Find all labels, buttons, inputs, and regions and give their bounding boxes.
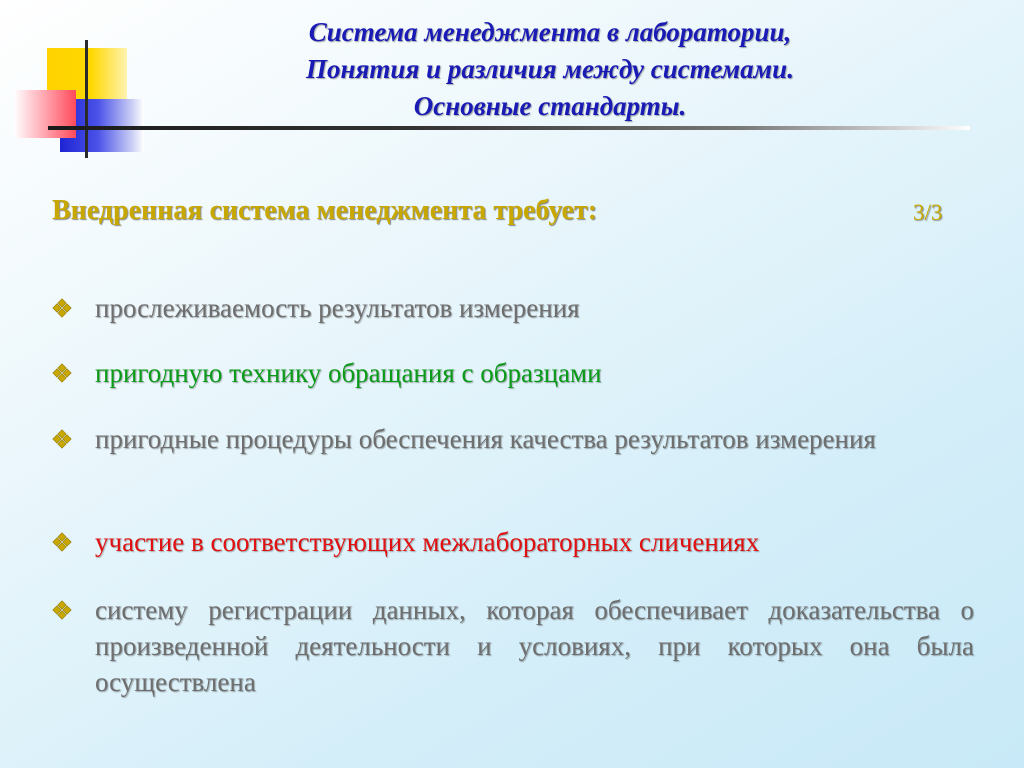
bullet-text: участие в соответствующих межлабораторных сличениях [95, 527, 760, 557]
slide-title [230, 14, 870, 125]
bullet-text: пригодную технику обращания с образцами [95, 358, 602, 388]
decor-vertical-line [85, 40, 88, 158]
section-heading: Внедренная система менеджмента требует: [52, 195, 598, 226]
diamond-bullet-icon [52, 429, 74, 451]
bullet-text: систему регистрации данных, которая обеспечивает доказательства о произведенной деятельности и условиях, при которых она была осуществлена [95, 595, 974, 697]
bullet-text: пригодные процедуры обеспечения качества результатов измерения [95, 424, 876, 454]
bullet-text: прослеживаемость результатов измерения [95, 293, 580, 323]
diamond-bullet-icon [52, 600, 74, 622]
title-underline [48, 126, 970, 130]
diamond-bullet-icon [52, 532, 74, 554]
decor-red-square [14, 90, 76, 138]
slide-title-line-2: Понятия и различия между системами. [306, 54, 794, 84]
diamond-bullet-icon [52, 298, 74, 320]
diamond-bullet-icon [52, 363, 74, 385]
page-counter: 3/3 [913, 200, 943, 225]
slide-title-line-1: Система менеджмента в лаборатории, [308, 17, 792, 47]
slide-title-line-3: Основные стандарты. [413, 91, 687, 121]
